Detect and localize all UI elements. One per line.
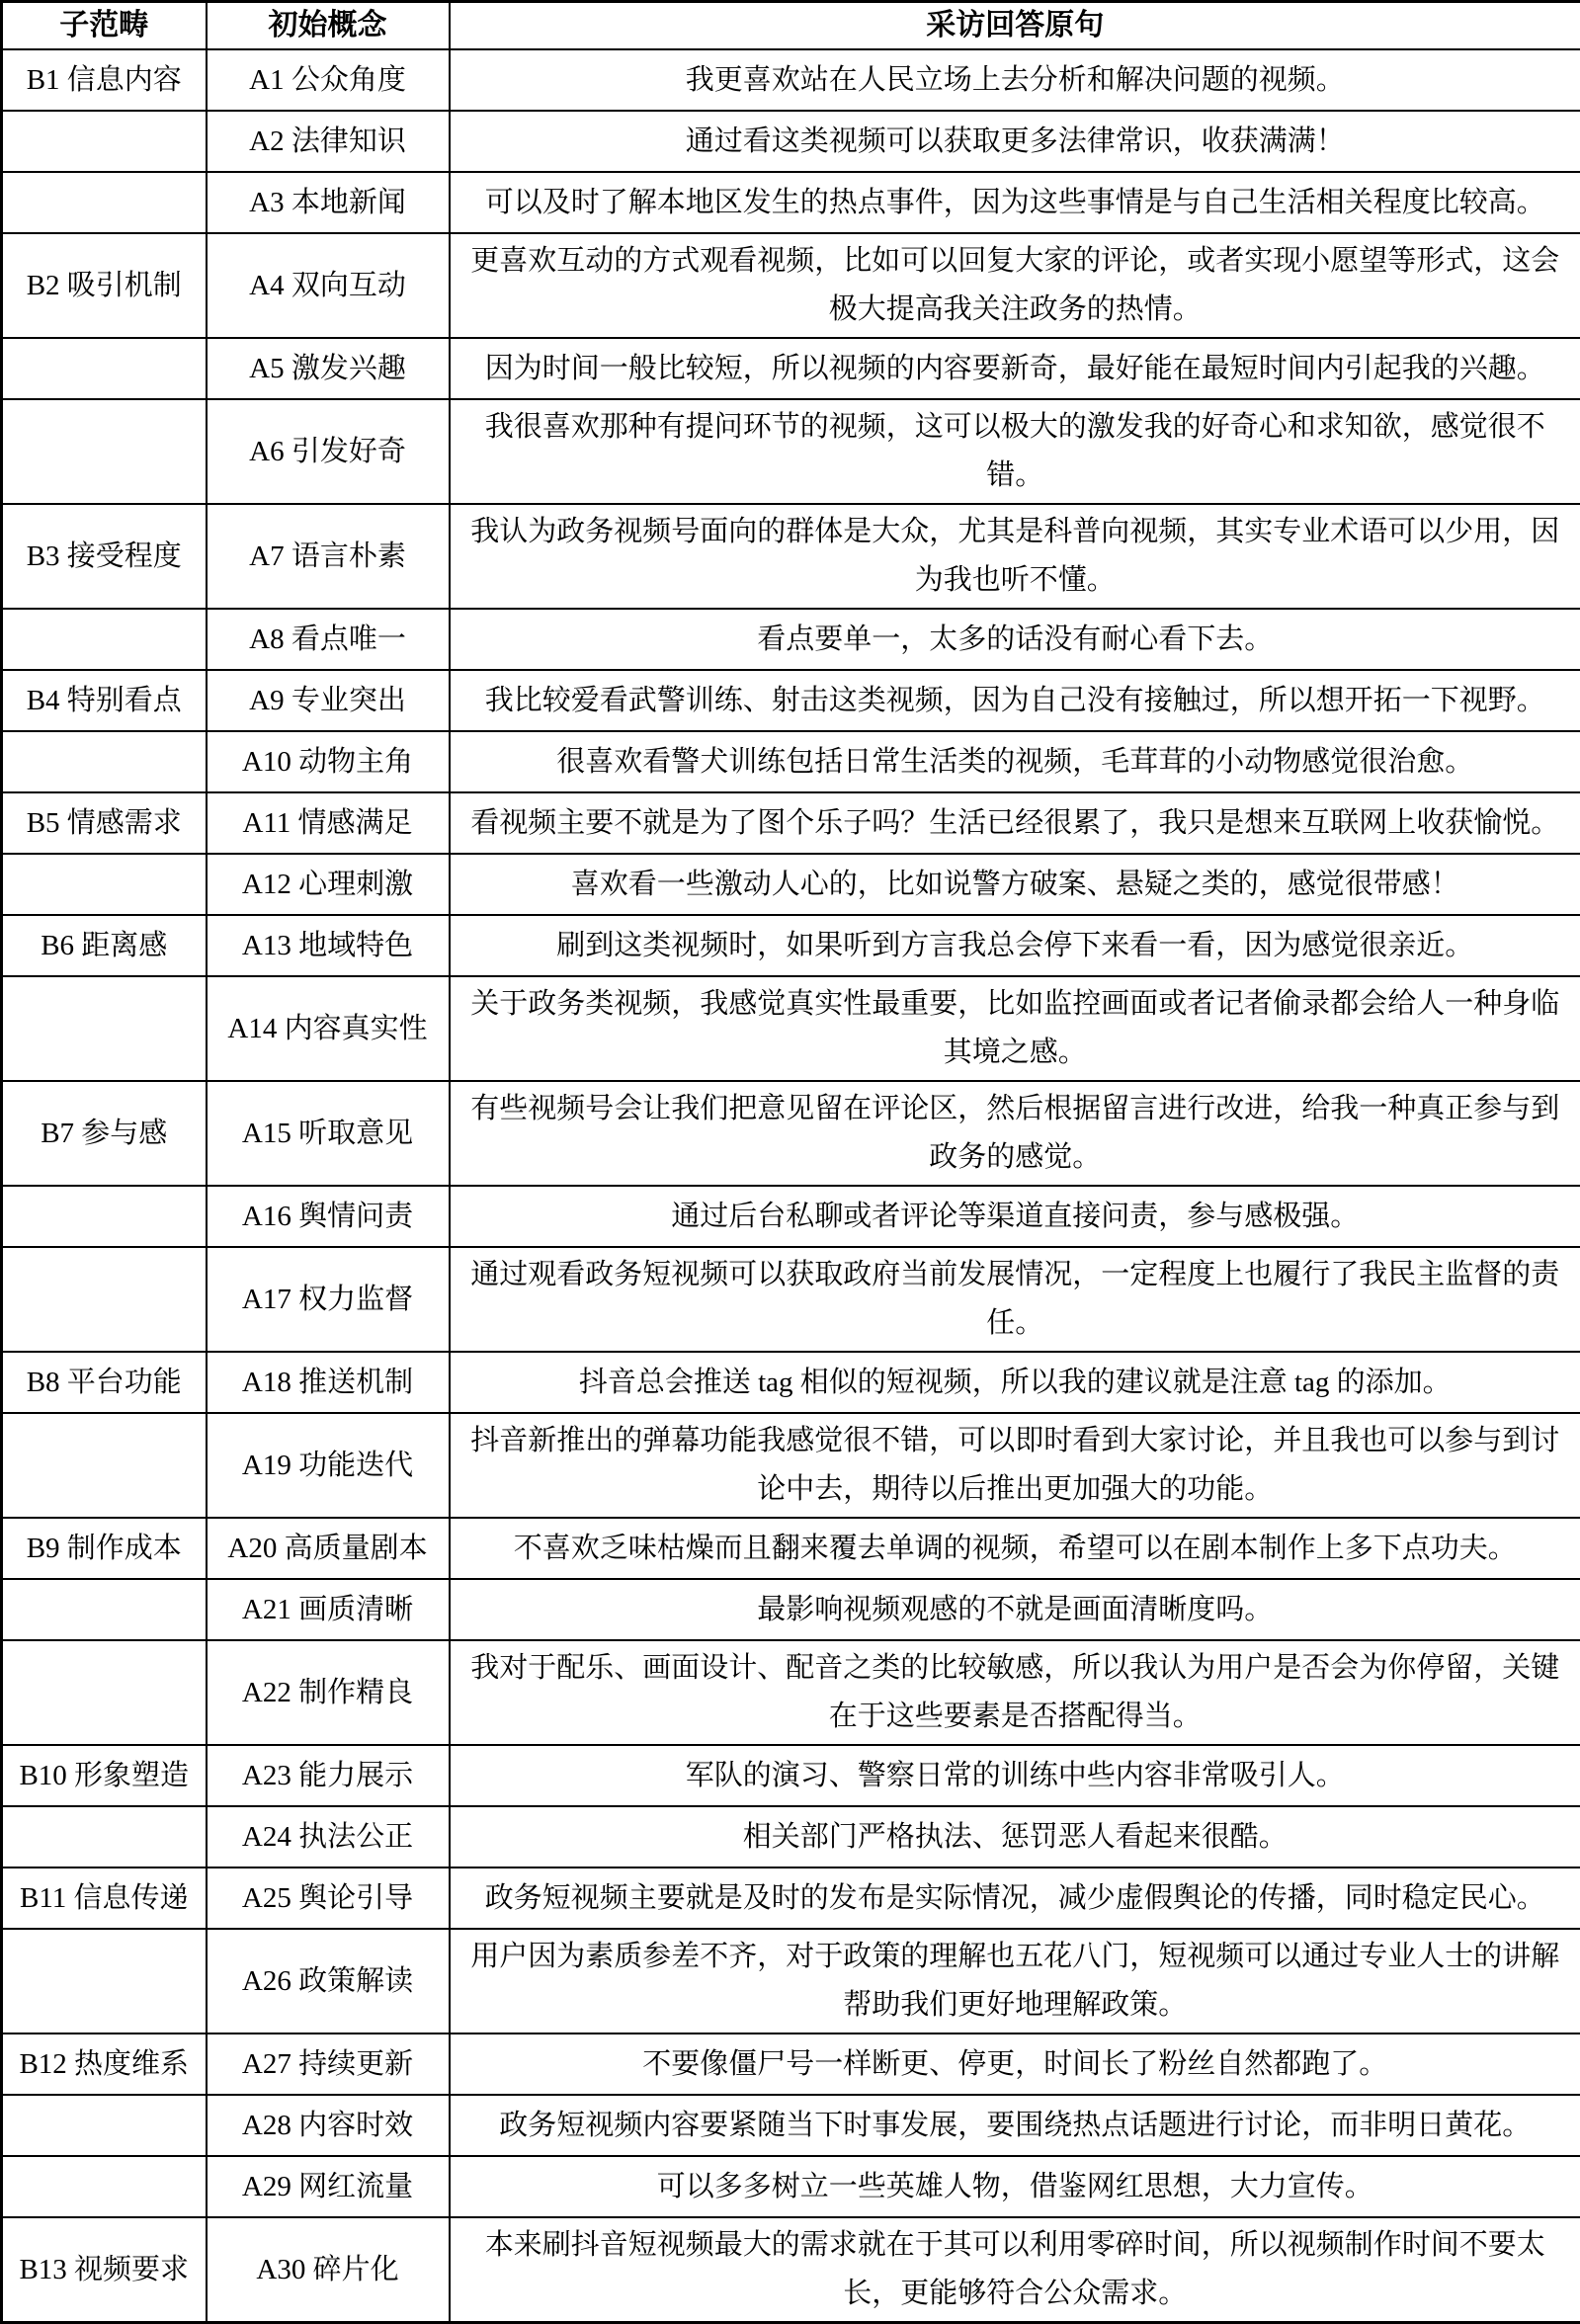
concept-cell: A29 网红流量 bbox=[207, 2156, 450, 2217]
subcategory-cell bbox=[2, 731, 207, 792]
table-row bbox=[2, 1081, 1580, 1186]
quote-cell: 很喜欢看警犬训练包括日常生活类的视频，毛茸茸的小动物感觉很治愈。 bbox=[450, 731, 1580, 792]
subcategory-cell bbox=[2, 2156, 207, 2217]
quote-cell: 通过观看政务短视频可以获取政府当前发展情况，一定程度上也履行了我民主监督的责任。 bbox=[450, 1247, 1580, 1352]
subcategory-cell: B7 参与感 bbox=[2, 1081, 207, 1186]
table-row bbox=[2, 338, 1580, 399]
concept-cell: A21 画质清晰 bbox=[207, 1579, 450, 1640]
subcategory-cell: B4 特别看点 bbox=[2, 670, 207, 731]
quote-cell: 可以多多树立一些英雄人物，借鉴网红思想，大力宣传。 bbox=[450, 2156, 1580, 2217]
quote-cell: 更喜欢互动的方式观看视频，比如可以回复大家的评论，或者实现小愿望等形式，这会极大提高我关注政务的热情。 bbox=[450, 233, 1580, 338]
concept-cell: A16 舆情问责 bbox=[207, 1186, 450, 1247]
subcategory-cell: B2 吸引机制 bbox=[2, 233, 207, 338]
subcategory-cell: B12 热度维系 bbox=[2, 2034, 207, 2095]
concept-cell: A27 持续更新 bbox=[207, 2034, 450, 2095]
table-row bbox=[2, 49, 1580, 111]
subcategory-cell bbox=[2, 1247, 207, 1352]
table-row bbox=[2, 2217, 1580, 2323]
table-row bbox=[2, 1579, 1580, 1640]
quote-cell: 用户因为素质参差不齐，对于政策的理解也五花八门，短视频可以通过专业人士的讲解帮助我们更好地理解政策。 bbox=[450, 1929, 1580, 2034]
quote-cell: 不要像僵尸号一样断更、停更，时间长了粉丝自然都跑了。 bbox=[450, 2034, 1580, 2095]
table-row bbox=[2, 2156, 1580, 2217]
table-row bbox=[2, 609, 1580, 670]
quote-cell: 抖音总会推送 tag 相似的短视频，所以我的建议就是注意 tag 的添加。 bbox=[450, 1352, 1580, 1413]
table-row bbox=[2, 1413, 1580, 1518]
table-row bbox=[2, 1640, 1580, 1745]
table-row bbox=[2, 1929, 1580, 2034]
concept-cell: A1 公众角度 bbox=[207, 49, 450, 111]
concept-cell: A20 高质量剧本 bbox=[207, 1518, 450, 1579]
quote-cell: 最影响视频观感的不就是画面清晰度吗。 bbox=[450, 1579, 1580, 1640]
table-row bbox=[2, 731, 1580, 792]
quote-cell: 看点要单一，太多的话没有耐心看下去。 bbox=[450, 609, 1580, 670]
quote-cell: 我认为政务视频号面向的群体是大众，尤其是科普向视频，其实专业术语可以少用，因为我也听不懂。 bbox=[450, 504, 1580, 609]
concept-cell: A5 激发兴趣 bbox=[207, 338, 450, 399]
concept-cell: A23 能力展示 bbox=[207, 1745, 450, 1806]
subcategory-cell bbox=[2, 111, 207, 172]
concept-cell: A14 内容真实性 bbox=[207, 976, 450, 1081]
concept-cell: A17 权力监督 bbox=[207, 1247, 450, 1352]
subcategory-cell bbox=[2, 976, 207, 1081]
concept-cell: A12 心理刺激 bbox=[207, 854, 450, 915]
subcategory-cell: B9 制作成本 bbox=[2, 1518, 207, 1579]
table-row bbox=[2, 1745, 1580, 1806]
subcategory-cell: B5 情感需求 bbox=[2, 792, 207, 854]
table-row bbox=[2, 854, 1580, 915]
table-header bbox=[2, 2, 1580, 50]
table-row bbox=[2, 111, 1580, 172]
subcategory-cell: B11 信息传递 bbox=[2, 1868, 207, 1929]
concept-cell: A22 制作精良 bbox=[207, 1640, 450, 1745]
concept-cell: A6 引发好奇 bbox=[207, 399, 450, 504]
table-row bbox=[2, 1518, 1580, 1579]
col-header-quote: 采访回答原句 bbox=[450, 2, 1580, 50]
subcategory-cell bbox=[2, 1806, 207, 1868]
quote-cell: 通过后台私聊或者评论等渠道直接问责，参与感极强。 bbox=[450, 1186, 1580, 1247]
table-row bbox=[2, 915, 1580, 976]
subcategory-cell bbox=[2, 1413, 207, 1518]
table-row bbox=[2, 399, 1580, 504]
quote-cell: 喜欢看一些激动人心的，比如说警方破案、悬疑之类的，感觉很带感！ bbox=[450, 854, 1580, 915]
concept-cell: A4 双向互动 bbox=[207, 233, 450, 338]
quote-cell: 军队的演习、警察日常的训练中些内容非常吸引人。 bbox=[450, 1745, 1580, 1806]
subcategory-cell bbox=[2, 399, 207, 504]
quote-cell: 看视频主要不就是为了图个乐子吗？生活已经很累了，我只是想来互联网上收获愉悦。 bbox=[450, 792, 1580, 854]
quote-cell: 不喜欢乏味枯燥而且翻来覆去单调的视频，希望可以在剧本制作上多下点功夫。 bbox=[450, 1518, 1580, 1579]
table-row bbox=[2, 670, 1580, 731]
subcategory-cell bbox=[2, 1579, 207, 1640]
concept-cell: A19 功能迭代 bbox=[207, 1413, 450, 1518]
quote-cell: 刷到这类视频时，如果听到方言我总会停下来看一看，因为感觉很亲近。 bbox=[450, 915, 1580, 976]
concept-cell: A24 执法公正 bbox=[207, 1806, 450, 1868]
subcategory-cell: B10 形象塑造 bbox=[2, 1745, 207, 1806]
subcategory-cell: B1 信息内容 bbox=[2, 49, 207, 111]
quote-cell: 因为时间一般比较短，所以视频的内容要新奇，最好能在最短时间内引起我的兴趣。 bbox=[450, 338, 1580, 399]
subcategory-cell bbox=[2, 609, 207, 670]
col-header-concept: 初始概念 bbox=[207, 2, 450, 50]
concept-cell: A7 语言朴素 bbox=[207, 504, 450, 609]
concept-cell: A28 内容时效 bbox=[207, 2095, 450, 2156]
quote-cell: 政务短视频主要就是及时的发布是实际情况，减少虚假舆论的传播，同时稳定民心。 bbox=[450, 1868, 1580, 1929]
subcategory-cell bbox=[2, 2095, 207, 2156]
table-row bbox=[2, 233, 1580, 338]
concept-cell: A30 碎片化 bbox=[207, 2217, 450, 2323]
subcategory-cell bbox=[2, 172, 207, 233]
subcategory-cell bbox=[2, 1640, 207, 1745]
quote-cell: 本来刷抖音短视频最大的需求就在于其可以利用零碎时间，所以视频制作时间不要太长，更能够符合公众需求。 bbox=[450, 2217, 1580, 2323]
quote-cell: 可以及时了解本地区发生的热点事件，因为这些事情是与自己生活相关程度比较高。 bbox=[450, 172, 1580, 233]
subcategory-cell bbox=[2, 1929, 207, 2034]
concept-cell: A9 专业突出 bbox=[207, 670, 450, 731]
quote-cell: 相关部门严格执法、惩罚恶人看起来很酷。 bbox=[450, 1806, 1580, 1868]
concept-cell: A13 地域特色 bbox=[207, 915, 450, 976]
subcategory-cell: B3 接受程度 bbox=[2, 504, 207, 609]
subcategory-cell: B8 平台功能 bbox=[2, 1352, 207, 1413]
table-row bbox=[2, 976, 1580, 1081]
concept-cell: A26 政策解读 bbox=[207, 1929, 450, 2034]
subcategory-cell: B13 视频要求 bbox=[2, 2217, 207, 2323]
table-row bbox=[2, 1868, 1580, 1929]
concept-cell: A8 看点唯一 bbox=[207, 609, 450, 670]
quote-cell: 关于政务类视频，我感觉真实性最重要，比如监控画面或者记者偷录都会给人一种身临其境之感。 bbox=[450, 976, 1580, 1081]
quote-cell: 我对于配乐、画面设计、配音之类的比较敏感，所以我认为用户是否会为你停留，关键在于这些要素是否搭配得当。 bbox=[450, 1640, 1580, 1745]
quote-cell: 通过看这类视频可以获取更多法律常识，收获满满！ bbox=[450, 111, 1580, 172]
concept-cell: A10 动物主角 bbox=[207, 731, 450, 792]
quote-cell: 我比较爱看武警训练、射击这类视频，因为自己没有接触过，所以想开拓一下视野。 bbox=[450, 670, 1580, 731]
concept-cell: A25 舆论引导 bbox=[207, 1868, 450, 1929]
quote-cell: 我很喜欢那种有提问环节的视频，这可以极大的激发我的好奇心和求知欲，感觉很不错。 bbox=[450, 399, 1580, 504]
table-body bbox=[2, 49, 1580, 2323]
quote-cell: 抖音新推出的弹幕功能我感觉很不错，可以即时看到大家讨论，并且我也可以参与到讨论中去，期待以后推出更加强大的功能。 bbox=[450, 1413, 1580, 1518]
quote-cell: 有些视频号会让我们把意见留在评论区，然后根据留言进行改进，给我一种真正参与到政务的感觉。 bbox=[450, 1081, 1580, 1186]
concept-cell: A11 情感满足 bbox=[207, 792, 450, 854]
table-row bbox=[2, 792, 1580, 854]
col-header-subcategory: 子范畴 bbox=[2, 2, 207, 50]
header-row bbox=[2, 2, 1580, 50]
subcategory-cell bbox=[2, 338, 207, 399]
subcategory-cell: B6 距离感 bbox=[2, 915, 207, 976]
quote-cell: 政务短视频内容要紧随当下时事发展，要围绕热点话题进行讨论，而非明日黄花。 bbox=[450, 2095, 1580, 2156]
quote-cell: 我更喜欢站在人民立场上去分析和解决问题的视频。 bbox=[450, 49, 1580, 111]
table-row bbox=[2, 504, 1580, 609]
concept-cell: A2 法律知识 bbox=[207, 111, 450, 172]
concept-cell: A3 本地新闻 bbox=[207, 172, 450, 233]
table-row bbox=[2, 2095, 1580, 2156]
subcategory-cell bbox=[2, 1186, 207, 1247]
table-row bbox=[2, 1186, 1580, 1247]
table-row bbox=[2, 172, 1580, 233]
table-row bbox=[2, 1806, 1580, 1868]
subcategory-cell bbox=[2, 854, 207, 915]
table-row bbox=[2, 1247, 1580, 1352]
table-row bbox=[2, 2034, 1580, 2095]
table-row bbox=[2, 1352, 1580, 1413]
concept-cell: A15 听取意见 bbox=[207, 1081, 450, 1186]
concept-cell: A18 推送机制 bbox=[207, 1352, 450, 1413]
